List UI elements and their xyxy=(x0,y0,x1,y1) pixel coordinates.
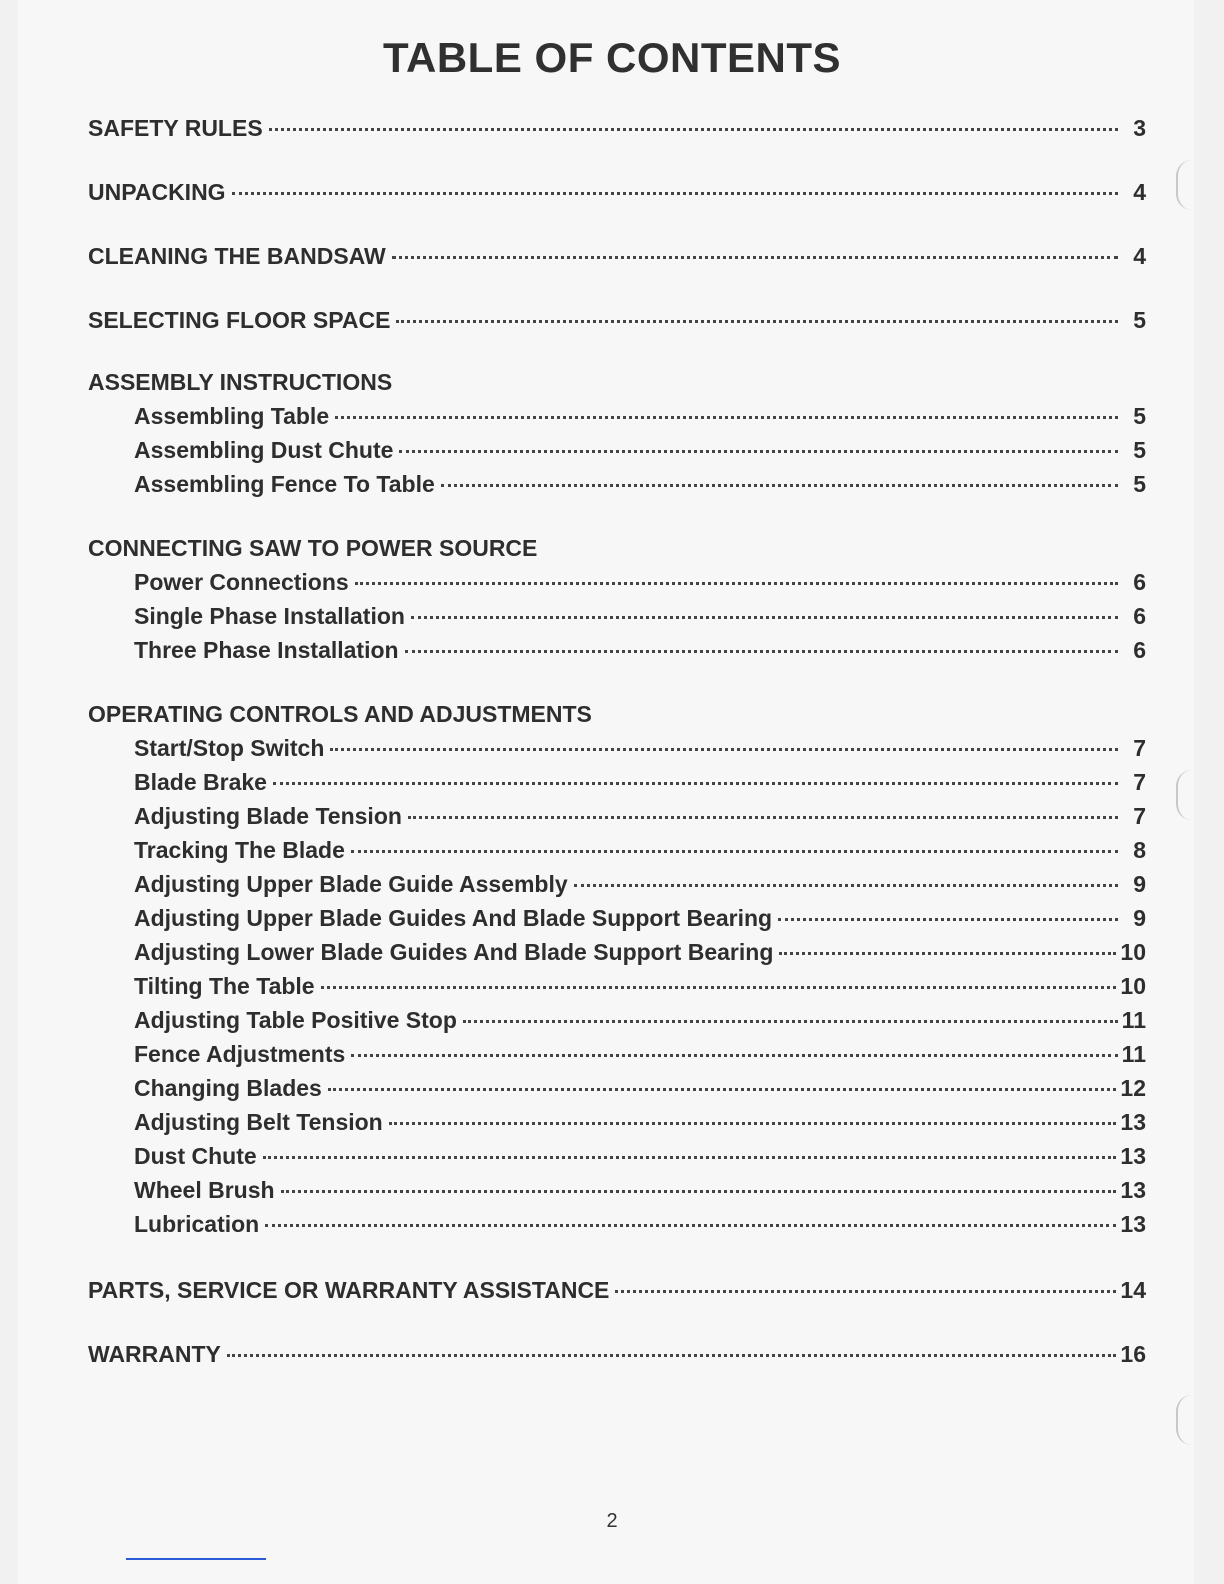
toc-entry-label: Assembling Table xyxy=(134,403,330,429)
toc-entry-label: Tilting The Table xyxy=(134,973,315,999)
toc-entry-label: Tracking The Blade xyxy=(134,837,345,863)
toc-entry-page: 6 xyxy=(1133,603,1146,629)
dot-leader xyxy=(321,986,1117,989)
dot-leader xyxy=(355,582,1118,585)
dot-leader xyxy=(392,256,1118,259)
dot-leader xyxy=(269,128,1118,131)
dot-leader xyxy=(405,650,1118,653)
toc-section-heading: ASSEMBLY INSTRUCTIONS xyxy=(88,369,393,395)
toc-entry-label: Fence Adjustments xyxy=(134,1041,346,1067)
toc-subentry[interactable] xyxy=(134,800,1146,832)
toc-entry-page: 9 xyxy=(1133,905,1146,931)
dot-leader xyxy=(328,1088,1117,1091)
toc-entry-label: UNPACKING xyxy=(88,179,226,205)
toc-entry-page: 14 xyxy=(1120,1277,1146,1303)
dot-leader xyxy=(574,884,1118,887)
toc-entry-label: Adjusting Upper Blade Guide Assembly xyxy=(134,871,568,897)
toc-entry-label: Single Phase Installation xyxy=(134,603,405,629)
toc-subentry[interactable] xyxy=(134,766,1146,798)
dot-leader xyxy=(778,918,1118,921)
toc-entry-unpacking[interactable] xyxy=(88,176,1146,208)
toc-entry-label: Adjusting Upper Blade Guides And Blade Support Bearing xyxy=(134,905,773,931)
toc-entry-page: 12 xyxy=(1120,1075,1146,1101)
toc-entry-label: Adjusting Lower Blade Guides And Blade Support Bearing xyxy=(134,939,774,965)
toc-subentry[interactable] xyxy=(134,468,1146,500)
toc-entry-label: WARRANTY xyxy=(88,1341,221,1367)
toc-entry-page: 6 xyxy=(1133,637,1146,663)
toc-subentry[interactable] xyxy=(134,566,1146,598)
toc-entry-label: PARTS, SERVICE OR WARRANTY ASSISTANCE xyxy=(88,1277,610,1303)
toc-subentry[interactable] xyxy=(134,936,1146,968)
page-number: 2 xyxy=(606,1510,618,1532)
toc-entry-label: Adjusting Blade Tension xyxy=(134,803,402,829)
toc-entry-page: 5 xyxy=(1133,307,1146,333)
toc-entry-label: Assembling Dust Chute xyxy=(134,437,394,463)
toc-entry-label: Changing Blades xyxy=(134,1075,322,1101)
toc-subentry[interactable] xyxy=(134,902,1146,934)
toc-subentry[interactable] xyxy=(134,1208,1146,1240)
dot-leader xyxy=(779,952,1116,955)
toc-subentry[interactable] xyxy=(134,434,1146,466)
toc-entry-page: 11 xyxy=(1121,1007,1146,1033)
toc-entry-label: Wheel Brush xyxy=(134,1177,275,1203)
toc-entry-label: SELECTING FLOOR SPACE xyxy=(88,307,391,333)
dot-leader xyxy=(265,1224,1116,1227)
toc-entry-label: Power Connections xyxy=(134,569,349,595)
toc-subentry[interactable] xyxy=(134,732,1146,764)
toc-entry-cleaning[interactable] xyxy=(88,240,1146,272)
toc-entry-label: Lubrication xyxy=(134,1211,260,1237)
link-underline xyxy=(126,1558,266,1560)
toc-subentry[interactable] xyxy=(134,1174,1146,1206)
toc-entry-page: 16 xyxy=(1120,1341,1146,1367)
toc-subentry[interactable] xyxy=(134,634,1146,666)
toc-entry-label: Assembling Fence To Table xyxy=(134,471,435,497)
toc-entry-page: 5 xyxy=(1133,403,1146,429)
toc-entry-page: 13 xyxy=(1120,1109,1146,1135)
toc-section-heading: OPERATING CONTROLS AND ADJUSTMENTS xyxy=(88,701,592,727)
toc-entry-page: 10 xyxy=(1120,973,1146,999)
toc-subentry[interactable] xyxy=(134,1140,1146,1172)
toc-entry-page: 5 xyxy=(1133,471,1146,497)
dot-leader xyxy=(441,484,1118,487)
dot-leader xyxy=(399,450,1118,453)
toc-subentry[interactable] xyxy=(134,1072,1146,1104)
toc-subentry[interactable] xyxy=(134,1106,1146,1138)
toc-entry-label: Three Phase Installation xyxy=(134,637,399,663)
toc-entry-page: 10 xyxy=(1120,939,1146,965)
dot-leader xyxy=(615,1290,1116,1293)
toc-subentry[interactable] xyxy=(134,834,1146,866)
toc-entry-label: Start/Stop Switch xyxy=(134,735,325,761)
dot-leader xyxy=(335,416,1118,419)
toc-entry-page: 13 xyxy=(1120,1211,1146,1237)
toc-entry-page: 7 xyxy=(1133,769,1146,795)
toc-subentry[interactable] xyxy=(134,1038,1146,1070)
page-title: TABLE OF CONTENTS xyxy=(382,34,842,81)
binder-notch xyxy=(1176,1395,1194,1445)
toc-entry-page: 4 xyxy=(1133,179,1146,205)
toc-subentry[interactable] xyxy=(134,600,1146,632)
toc-section-heading: CONNECTING SAW TO POWER SOURCE xyxy=(88,535,538,561)
dot-leader xyxy=(263,1156,1117,1159)
toc-entry-page: 3 xyxy=(1133,115,1146,141)
toc-subentry[interactable] xyxy=(134,868,1146,900)
dot-leader xyxy=(227,1354,1117,1357)
toc-entry-label: Blade Brake xyxy=(134,769,267,795)
dot-leader xyxy=(389,1122,1117,1125)
toc-entry-page: 7 xyxy=(1133,803,1146,829)
toc-entry-page: 13 xyxy=(1120,1143,1146,1169)
dot-leader xyxy=(396,320,1118,323)
toc-entry-page: 4 xyxy=(1133,243,1146,269)
toc-entry-warranty[interactable] xyxy=(88,1338,1146,1370)
dot-leader xyxy=(281,1190,1117,1193)
toc-entry-page: 9 xyxy=(1133,871,1146,897)
toc-entry-page: 8 xyxy=(1133,837,1146,863)
toc-entry-page: 11 xyxy=(1121,1041,1146,1067)
toc-entry-label: Adjusting Belt Tension xyxy=(134,1109,383,1135)
binder-notch xyxy=(1176,770,1194,820)
toc-entry-page: 5 xyxy=(1133,437,1146,463)
dot-leader xyxy=(351,850,1118,853)
toc-entry-label: CLEANING THE BANDSAW xyxy=(88,243,386,269)
toc-entry-parts-service[interactable] xyxy=(88,1274,1146,1306)
toc-subentry[interactable] xyxy=(134,400,1146,432)
dot-leader xyxy=(232,192,1118,195)
toc-entry-label: Adjusting Table Positive Stop xyxy=(134,1007,457,1033)
toc-subentry[interactable] xyxy=(134,1004,1146,1036)
toc-entry-safety-rules[interactable] xyxy=(88,112,1146,144)
toc-entry-page: 7 xyxy=(1133,735,1146,761)
toc-entry-page: 6 xyxy=(1133,569,1146,595)
binder-notch xyxy=(1176,160,1194,210)
dot-leader xyxy=(273,782,1118,785)
dot-leader xyxy=(408,816,1118,819)
dot-leader xyxy=(411,616,1118,619)
dot-leader xyxy=(351,1054,1117,1057)
toc-subentry[interactable] xyxy=(134,970,1146,1002)
dot-leader xyxy=(463,1020,1118,1023)
dot-leader xyxy=(330,748,1118,751)
toc-entry-label: Dust Chute xyxy=(134,1143,257,1169)
toc-entry-page: 13 xyxy=(1120,1177,1146,1203)
toc-entry-floor-space[interactable] xyxy=(88,304,1146,336)
toc-entry-label: SAFETY RULES xyxy=(88,115,263,141)
